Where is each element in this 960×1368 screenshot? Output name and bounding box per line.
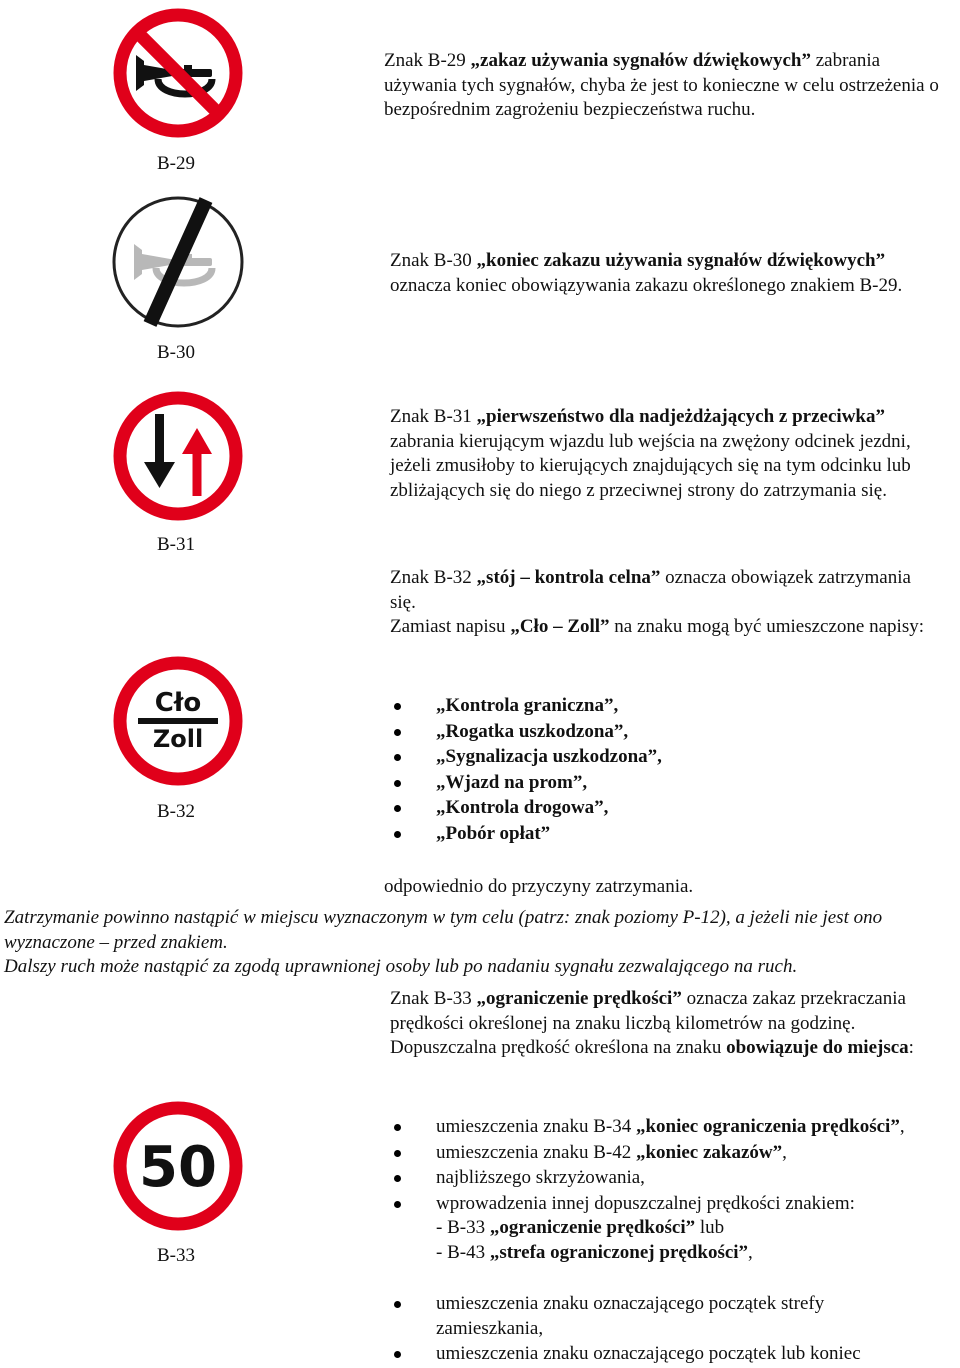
note-continue-driving: Dalszy ruch może nastąpić za zgodą uprawnionej osoby lub po nadaniu sygnału zezwalającego na ruch. — [4, 956, 798, 977]
b31-description: Znak B-31 „pierwszeństwo dla nadjeżdżających z przeciwka” zabrania kierującym wjazdu lub wejścia na zwężony odcinek jezdni, jeżeli zmusiłoby to kierujących znajdujących się na tym odcinku lub zbliżających się do niego z przeciwnej strony do zatrzymania się. — [390, 406, 911, 501]
list-item: „Rogatka uszkodzona”, — [384, 720, 662, 746]
list-item: wprowadzenia innej dopuszczalnej prędkości znakiem: - B-33 „ograniczenie prędkości” lub - B-43 „strefa ograniczonej prędkości”, — [384, 1192, 905, 1266]
list-item: „Wjazd na prom”, — [384, 771, 662, 797]
list-item: najbliższego skrzyżowania, — [384, 1166, 905, 1192]
sign-code-b33: B-33 — [157, 1245, 195, 1266]
note-stop-location: Zatrzymanie powinno nastąpić w miejscu wyznaczonym w tym celu (patrz: znak poziomy P-12), a jeżeli nie jest ono wyznaczone – przed znakiem. — [4, 907, 883, 953]
list-item: umieszczenia znaku oznaczającego początek strefy zamieszkania, — [384, 1292, 906, 1341]
sign-code-b32: B-32 — [157, 801, 195, 822]
sign-b30-end-no-horn — [108, 192, 248, 332]
b30-description: Znak B-30 „koniec zakazu używania sygnałów dźwiękowych” oznacza koniec obowiązywania zakazu określonego znakiem B-29. — [390, 250, 903, 296]
sign-b32-line2: Zoll — [152, 725, 204, 753]
list-item: „Kontrola drogowa”, — [384, 796, 662, 822]
list-item: umieszczenia znaku oznaczającego początek lub koniec — [384, 1342, 906, 1368]
sign-b33-speed-limit — [108, 1096, 248, 1236]
sub-item: - B-33 „ograniczenie prędkości” lub — [436, 1217, 725, 1238]
b29-description: Znak B-29 „zakaz używania sygnałów dźwiękowych” zabrania używania tych sygnałów, chyba że jest to konieczne w celu ostrzeżenia o bezpośrednim zagrożeniu bezpieczeństwa ruchu. — [384, 50, 939, 120]
b32-description: Znak B-32 „stój – kontrola celna” oznacza obowiązek zatrzymania się. Zamiast napisu „Cło – Zoll” na znaku mogą być umieszczone napisy: — [390, 567, 924, 637]
sign-b31-oncoming-priority — [108, 386, 248, 526]
b33-description: Znak B-33 „ograniczenie prędkości” oznacza zakaz przekraczania prędkości określonej na znaku liczbą kilometrów na godzinę. Dopuszczalna prędkość określona na znaku obowiązuje do miejsca: — [390, 988, 914, 1058]
list-item: „Kontrola graniczna”, — [384, 694, 662, 720]
sub-item: - B-43 „strefa ograniczonej prędkości”, — [436, 1241, 753, 1263]
sign-b29-no-horn — [108, 3, 248, 143]
sign-code-b31: B-31 — [157, 534, 195, 555]
list-item: „Pobór opłat” — [384, 822, 662, 848]
list-item: „Sygnalizacja uszkodzona”, — [384, 745, 662, 771]
sign-code-b30: B-30 — [157, 342, 195, 363]
list-item: umieszczenia znaku B-42 „koniec zakazów”, — [384, 1141, 905, 1167]
b33-valid-until-list — [384, 1115, 905, 1265]
b33-valid-until-list-cont — [384, 1292, 906, 1368]
b32-alternative-inscriptions-list — [384, 694, 662, 847]
list-item: umieszczenia znaku B-34 „koniec ograniczenia prędkości”, — [384, 1115, 905, 1141]
sign-b33-value: 50 — [139, 1135, 217, 1200]
b32-after-list: odpowiednio do przyczyny zatrzymania. — [384, 876, 694, 897]
sign-b32-customs-stop — [108, 651, 248, 791]
sign-b32-line1: Cło — [154, 688, 202, 718]
sign-code-b29: B-29 — [157, 153, 195, 174]
